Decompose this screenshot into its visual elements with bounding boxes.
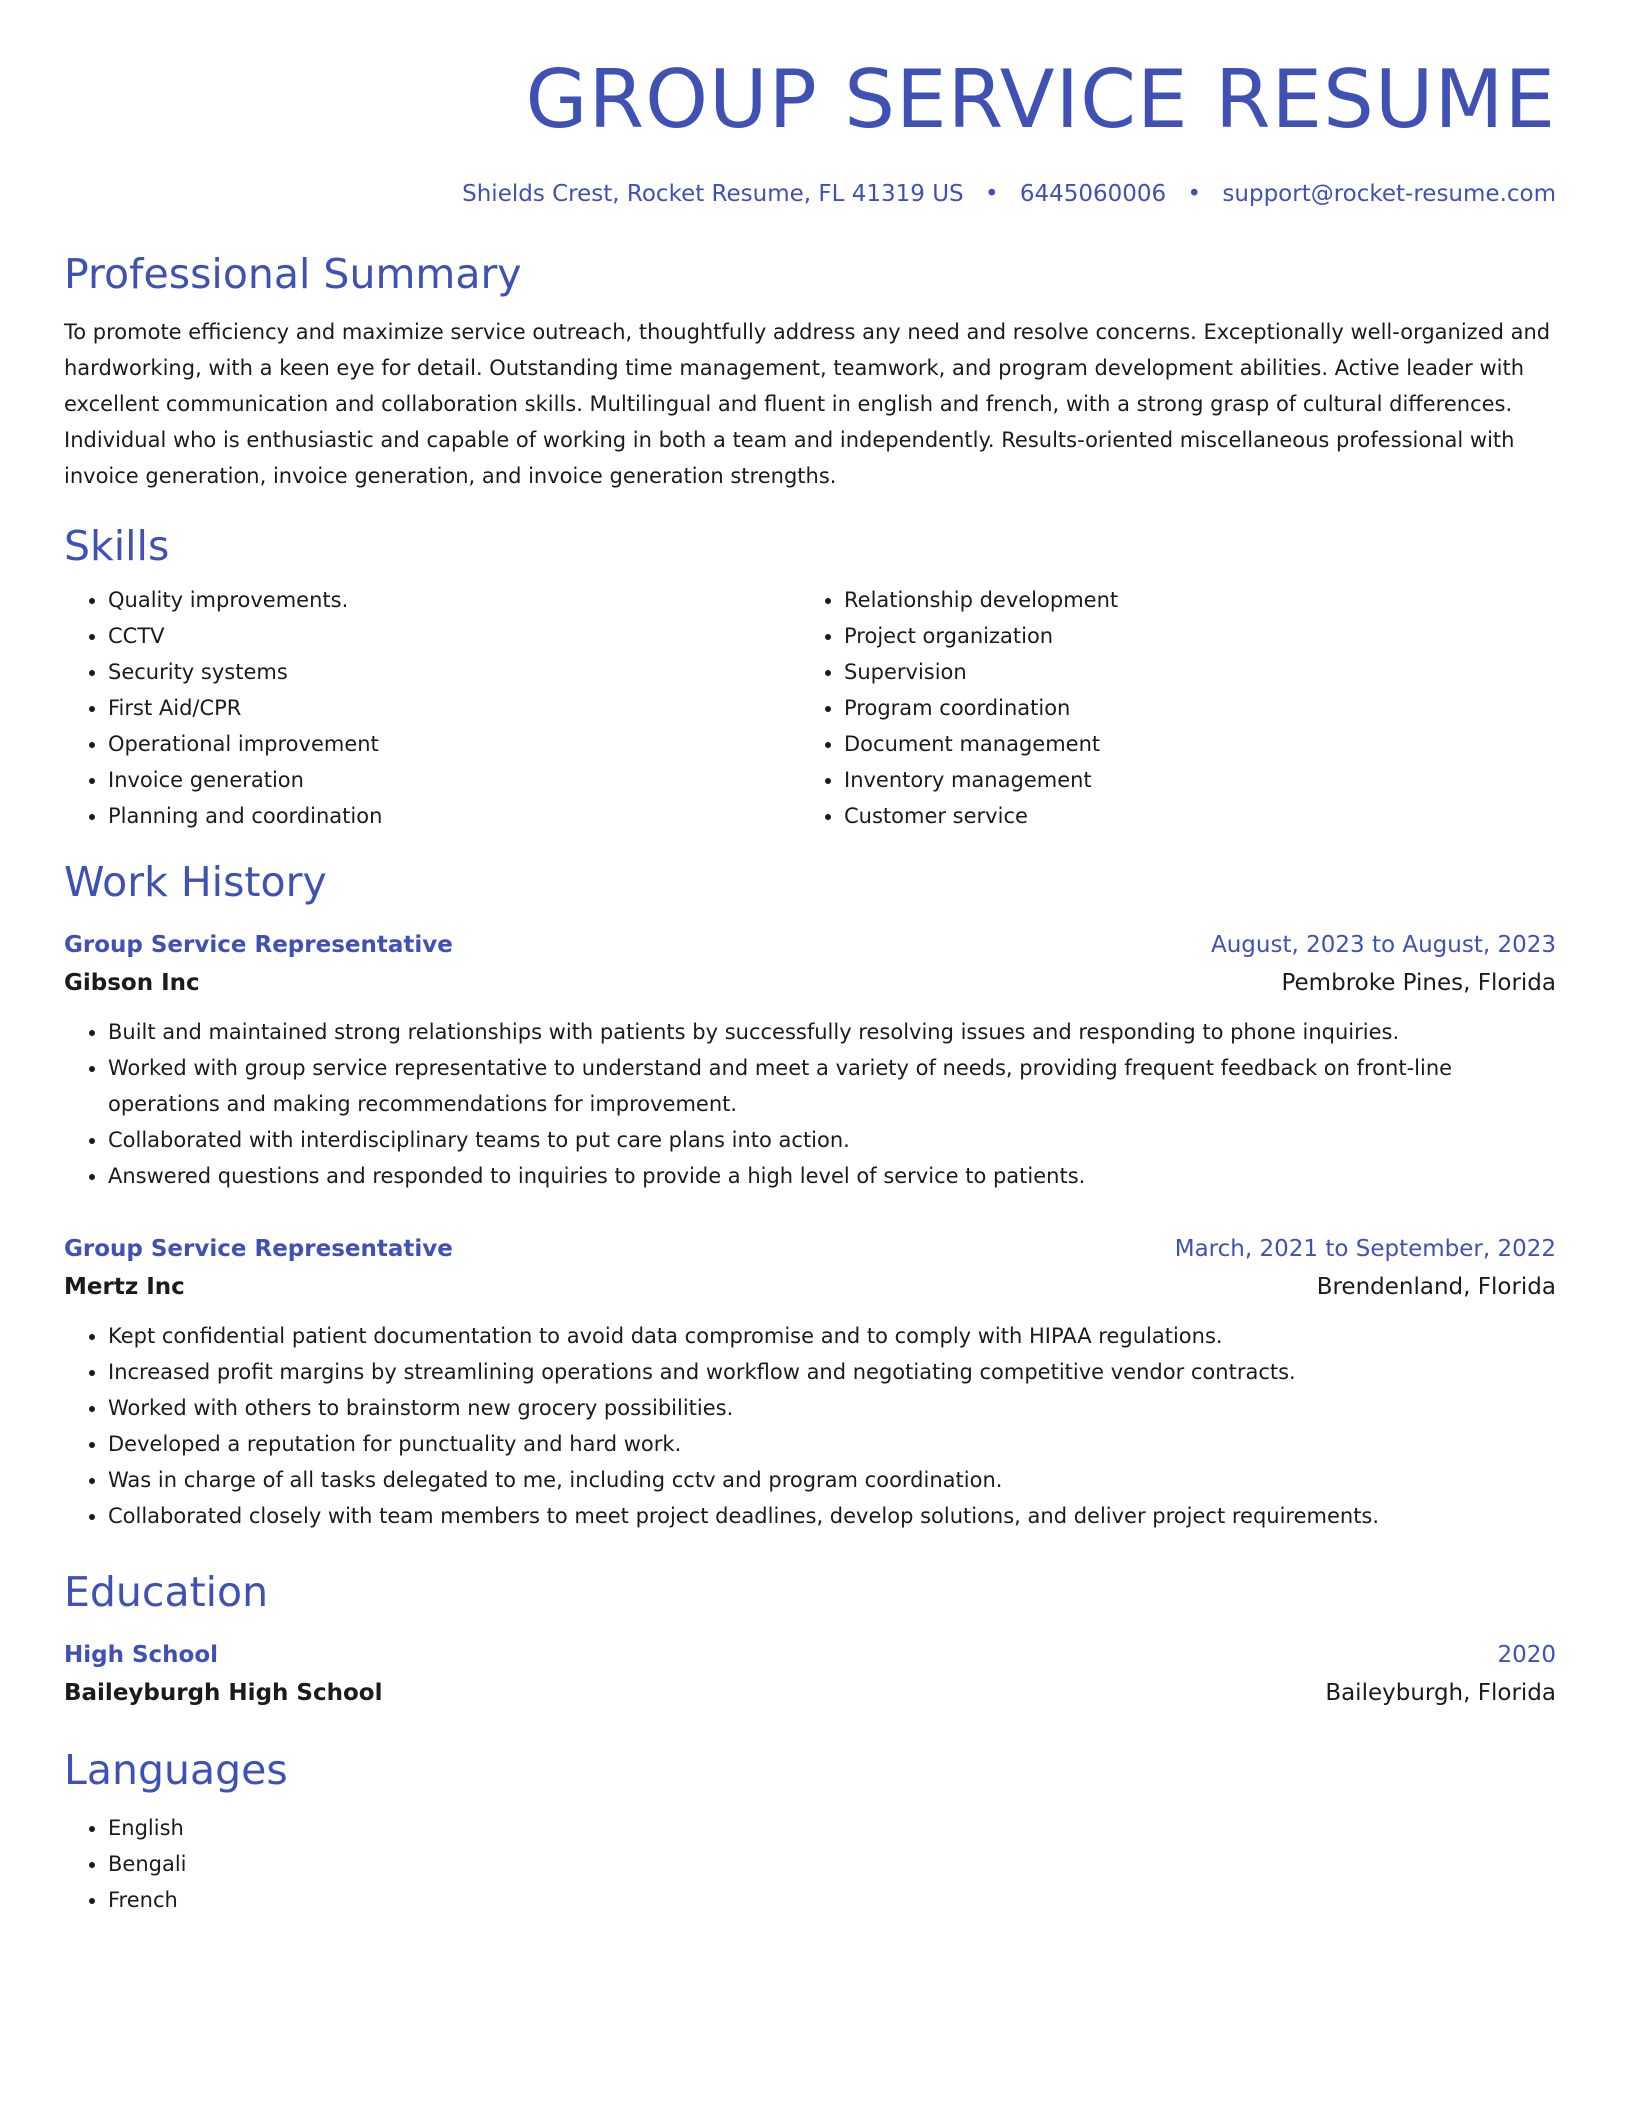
job-bullet: • Collaborated with interdisciplinary teams to put care plans into action.	[108, 1122, 1556, 1158]
skills-left-column	[64, 582, 800, 834]
job-company: Mertz Inc	[64, 1274, 185, 1300]
job-dates: August, 2023 to August, 2023	[1211, 932, 1556, 958]
contact-line	[64, 178, 1556, 210]
job-bullet: • Kept confidential patient documentation to avoid data compromise and to comply with HIPAA regulations.	[108, 1318, 1556, 1354]
education-heading: Education	[64, 1568, 269, 1616]
job-location: Pembroke Pines, Florida	[1281, 970, 1556, 996]
job-bullets	[64, 1318, 1556, 1534]
contact-separator: •	[984, 181, 999, 207]
education-school: Baileyburgh High School	[64, 1680, 383, 1706]
education-school-row	[64, 1674, 1556, 1712]
skill-item: • Customer service	[844, 798, 1536, 834]
job-bullets	[64, 1014, 1556, 1194]
skill-item: • Document management	[844, 726, 1536, 762]
job-entry	[64, 926, 1556, 1194]
education-header-row	[64, 1636, 1556, 1674]
work-history-heading: Work History	[64, 858, 327, 906]
job-bullet: • Collaborated closely with team members to meet project deadlines, develop solutions, and deliver project requirements.	[108, 1498, 1556, 1534]
job-bullet: • Developed a reputation for punctuality and hard work.	[108, 1426, 1556, 1462]
skill-item: • CCTV	[108, 618, 800, 654]
education-degree: High School	[64, 1642, 219, 1668]
language-item: • French	[108, 1882, 1556, 1918]
education-location: Baileyburgh, Florida	[1325, 1680, 1556, 1706]
job-bullet: • Increased profit margins by streamlining operations and workflow and negotiating competitive vendor contracts.	[108, 1354, 1556, 1390]
job-dates: March, 2021 to September, 2022	[1174, 1236, 1556, 1262]
languages-heading: Languages	[64, 1746, 288, 1794]
skill-item: • Supervision	[844, 654, 1536, 690]
skills-right-column	[800, 582, 1536, 834]
job-bullet: • Worked with others to brainstorm new grocery possibilities.	[108, 1390, 1556, 1426]
contact-separator: •	[1187, 181, 1202, 207]
education-year: 2020	[1497, 1642, 1556, 1668]
summary-heading: Professional Summary	[64, 250, 522, 298]
skill-item: • First Aid/CPR	[108, 690, 800, 726]
skill-item: • Operational improvement	[108, 726, 800, 762]
skill-item: • Relationship development	[844, 582, 1536, 618]
job-header-row	[64, 926, 1556, 964]
education-entry	[64, 1636, 1556, 1712]
skill-item: • Invoice generation	[108, 762, 800, 798]
job-title: Group Service Representative	[64, 1236, 453, 1262]
skill-item: • Planning and coordination	[108, 798, 800, 834]
language-item: • English	[108, 1810, 1556, 1846]
language-item: • Bengali	[108, 1846, 1556, 1882]
job-bullet: • Answered questions and responded to inquiries to provide a high level of service to patients.	[108, 1158, 1556, 1194]
contact-phone[interactable]: 6445060006	[1019, 181, 1167, 207]
languages-list	[64, 1810, 1556, 1918]
skill-item: • Security systems	[108, 654, 800, 690]
contact-email[interactable]: support@rocket-resume.com	[1222, 181, 1556, 207]
job-entry	[64, 1230, 1556, 1534]
skill-item: • Inventory management	[844, 762, 1536, 798]
job-bullet: • Was in charge of all tasks delegated to me, including cctv and program coordination.	[108, 1462, 1556, 1498]
job-header-row	[64, 1230, 1556, 1268]
skill-item: • Quality improvements.	[108, 582, 800, 618]
skill-item: • Program coordination	[844, 690, 1536, 726]
skills-list	[64, 582, 1556, 834]
job-company-row	[64, 1268, 1556, 1306]
summary-text: To promote efficiency and maximize service outreach, thoughtfully address any need and resolve concerns. Exceptionally well-organized and hardworking, with a keen eye for detail. Outstanding time management, teamwork, and program development abilities. Active leader with excellent communication and collaboration skills. Multilingual and fluent in english and french, with a strong grasp of cultural differences. Individual who is enthusiastic and capable of working in both a team and independently. Results-oriented miscellaneous professional with invoice generation, invoice generation, and invoice generation strengths.	[64, 320, 1551, 488]
job-location: Brendenland, Florida	[1316, 1274, 1556, 1300]
skills-heading: Skills	[64, 522, 170, 570]
job-company-row	[64, 964, 1556, 1002]
job-bullet: • Built and maintained strong relationships with patients by successfully resolving issues and responding to phone inquiries.	[108, 1014, 1556, 1050]
job-title: Group Service Representative	[64, 932, 453, 958]
contact-address: Shields Crest, Rocket Resume, FL 41319 US	[462, 181, 964, 207]
job-bullet: • Worked with group service representative to understand and meet a variety of needs, providing frequent feedback on front-line operations and making recommendations for improvement.	[108, 1050, 1556, 1122]
skill-item: • Project organization	[844, 618, 1536, 654]
resume-page	[64, 50, 1556, 1918]
job-company: Gibson Inc	[64, 970, 200, 996]
resume-name: GROUP SERVICE RESUME	[525, 53, 1556, 146]
